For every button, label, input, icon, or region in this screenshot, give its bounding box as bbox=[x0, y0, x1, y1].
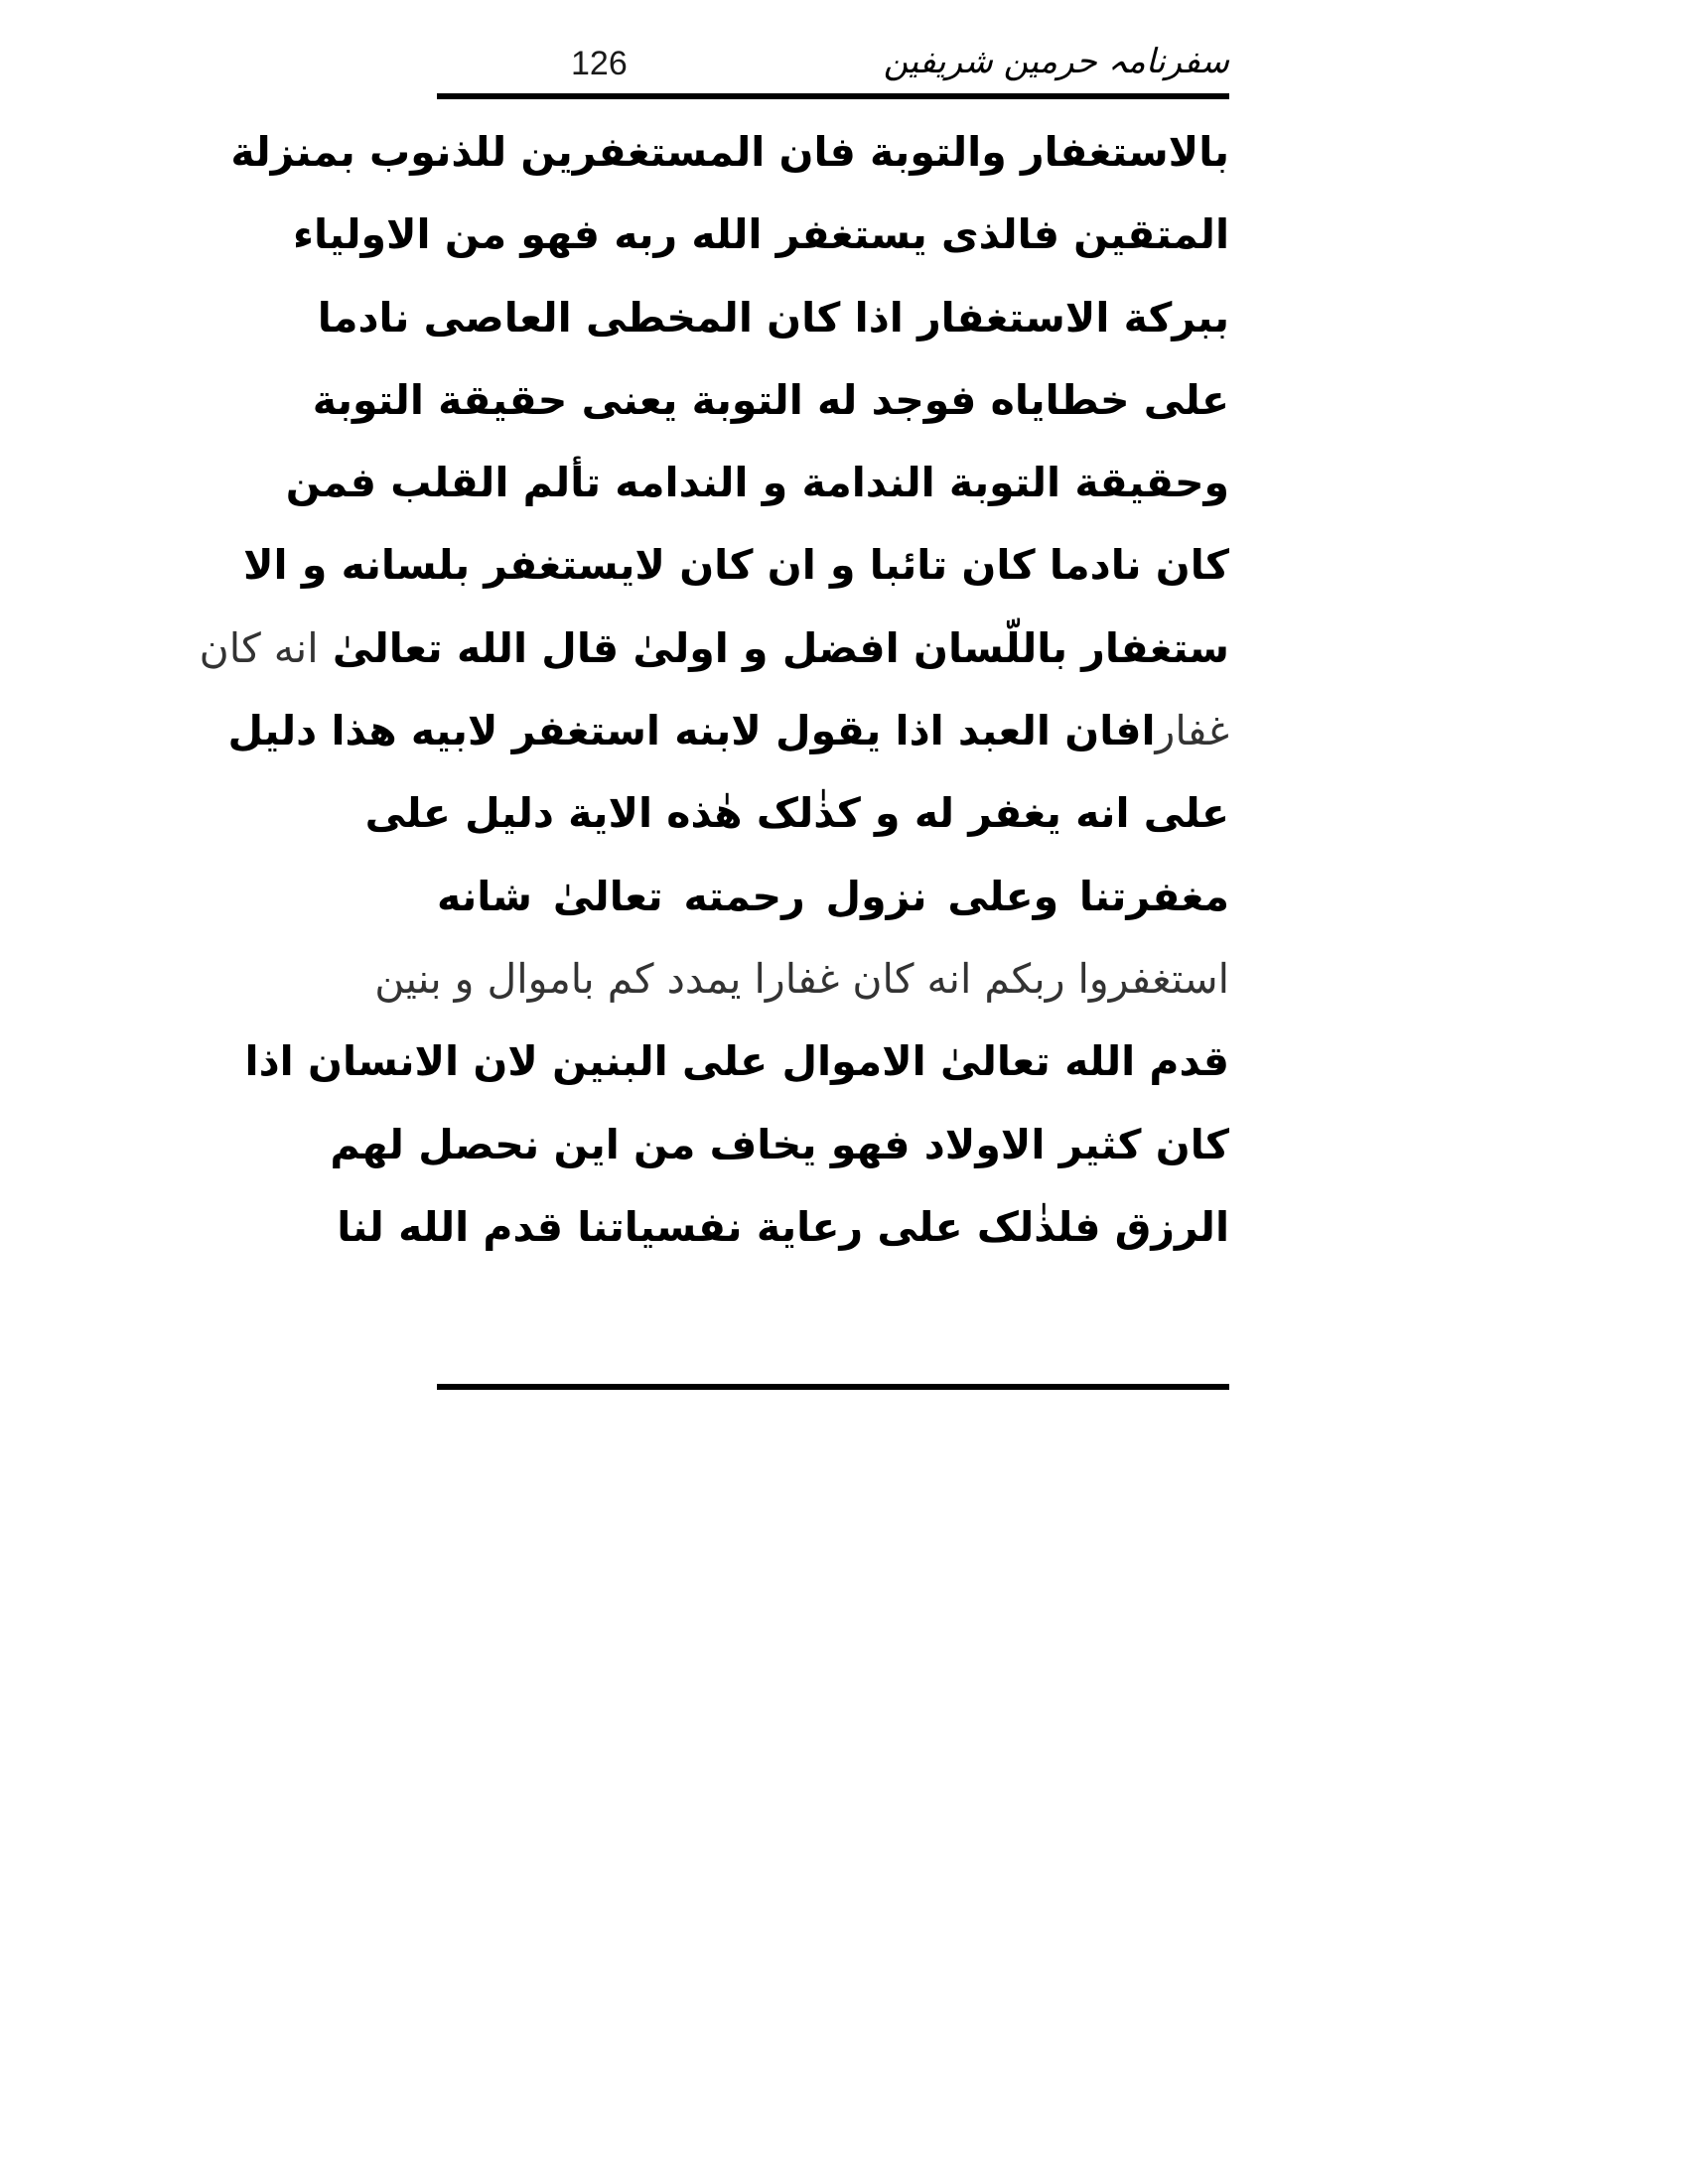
text-line: الرزق فلذٰلک علی رعاية نفسياتنا قدم الله لنا bbox=[337, 1202, 1229, 1251]
text-line: قدم الله تعالیٰ الاموال علی البنين لان الانسان اذا bbox=[244, 1037, 1229, 1086]
text-line: كان كثير الاولاد فهو يخاف من اين نحصل لهم bbox=[330, 1120, 1229, 1168]
text-segment-bold: ستغفار باللّسان افضل و اولیٰ قال الله تعالیٰ bbox=[332, 623, 1229, 672]
page-header bbox=[437, 40, 1229, 91]
text-segment-bold: افان العبد اذا يقول لابنه استغفر لابيه هذا دليل bbox=[227, 707, 1156, 755]
quran-segment: انه كان bbox=[199, 623, 319, 672]
quran-segment: غفار bbox=[1155, 707, 1229, 755]
text-line: بالاستغفار والتوبة فان المستغفرين للذنوب بمنزلة bbox=[230, 128, 1229, 176]
text-line: علی انه يغفر له و كذٰلک هٰذه الاية دليل علی bbox=[364, 789, 1229, 838]
page-number: 126 bbox=[571, 45, 628, 82]
text-line: وحقيقة التوبة الندامة و الندامه تألم القلب فمن bbox=[285, 459, 1229, 507]
text-line: علی خطاياه فوجد له التوبة يعنی حقيقة التوبة bbox=[312, 375, 1229, 424]
quran-verse-line: استغفروا ربكم انه كان غفارا يمدد كم باموال و بنين bbox=[374, 954, 1229, 1003]
page-body-text bbox=[199, 111, 1229, 1269]
text-line: كان نادما كان تائبا و ان كان لايستغفر بلسانه و الا bbox=[242, 541, 1229, 590]
text-line: ببركة الاستغفار اذا كان المخطی العاصی نادما bbox=[317, 293, 1229, 341]
header-rule bbox=[437, 93, 1229, 99]
text-line-mixed bbox=[199, 608, 1229, 690]
text-line: المتقين فالذی يستغفر الله ربه فهو من الاولياء bbox=[293, 210, 1229, 259]
book-title: سفرنامہ حرمین شریفین bbox=[883, 42, 1229, 81]
footer-rule bbox=[437, 1384, 1229, 1390]
text-line: مغفرتنا وعلی نزول رحمته تعالیٰ شانه bbox=[437, 872, 1229, 920]
text-line-mixed bbox=[227, 690, 1229, 772]
